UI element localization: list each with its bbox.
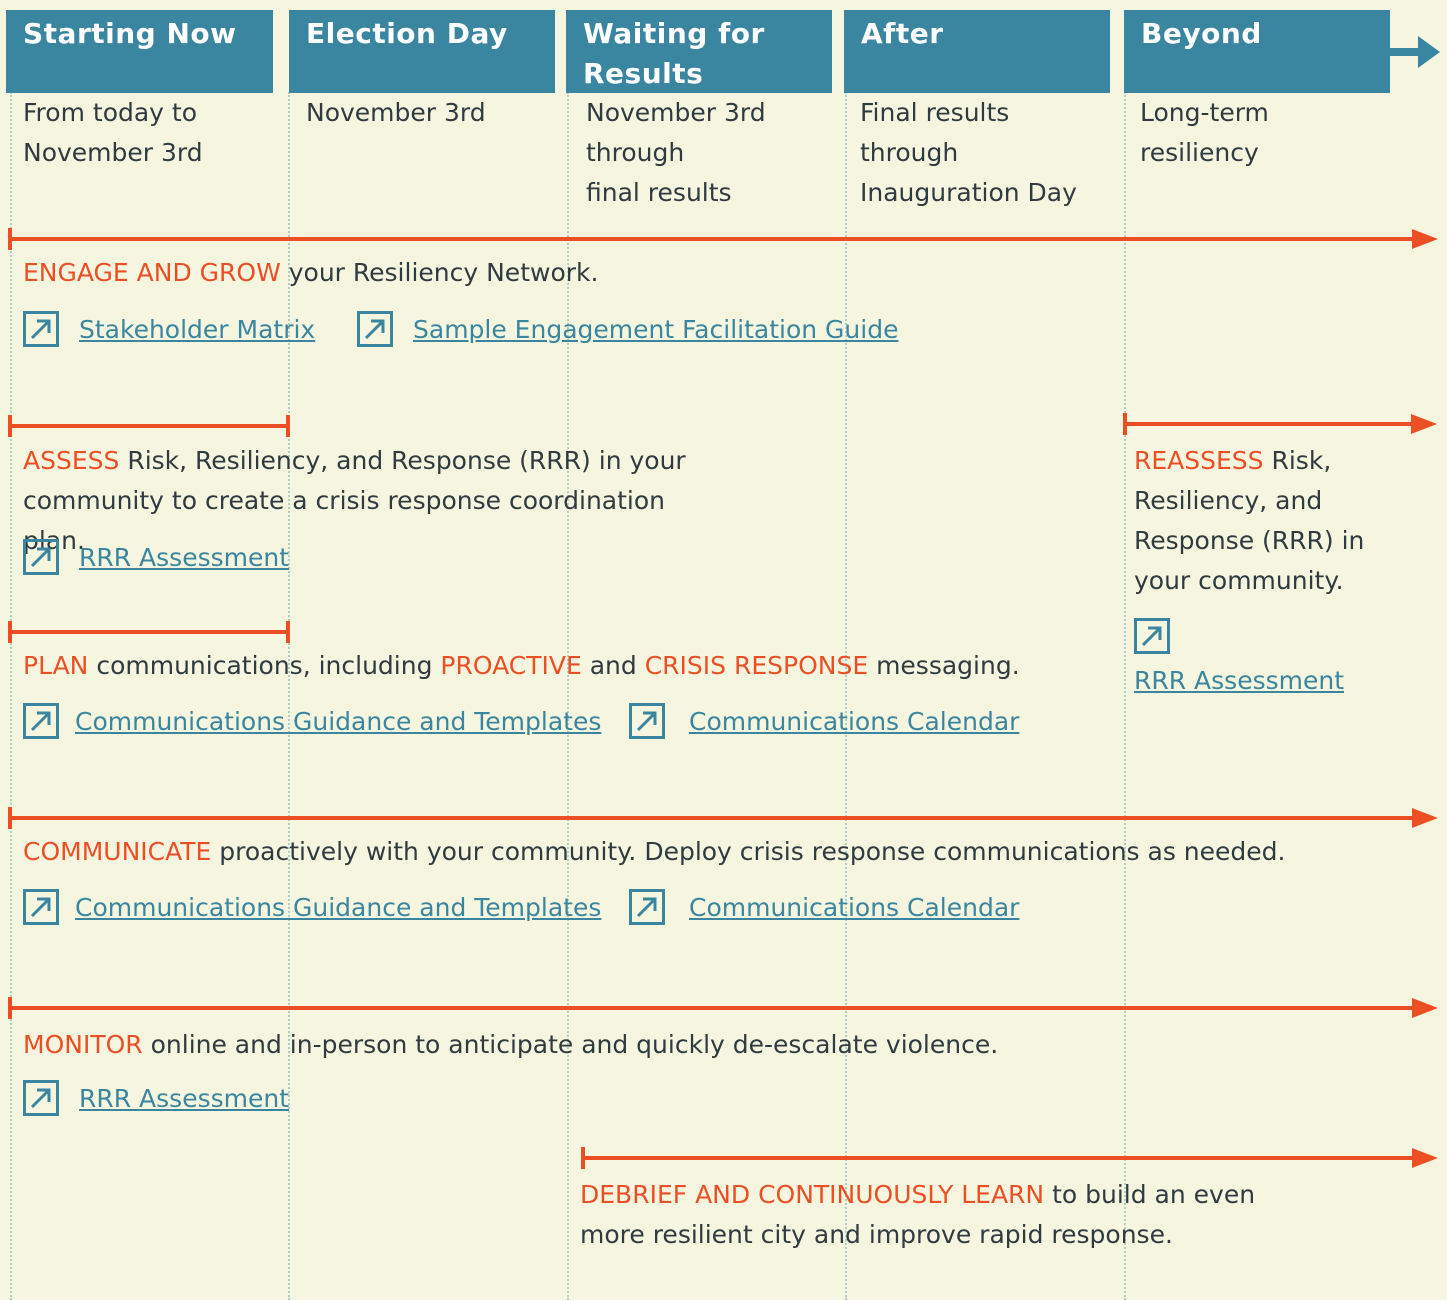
external-link-arrow-icon xyxy=(23,889,59,925)
link-label: Communications Guidance and Templates xyxy=(75,892,602,922)
phase-description: From today to November 3rd xyxy=(23,98,203,167)
plan-description xyxy=(23,646,1113,686)
link-label: RRR Assessment xyxy=(79,1083,290,1113)
phase-description: Long-term resiliency xyxy=(1140,98,1269,167)
monitor-text: online and in-person to anticipate and quickly de-escalate violence. xyxy=(142,1030,999,1059)
engage-keyword: ENGAGE AND GROW xyxy=(23,258,281,287)
link-label: Sample Engagement Facilitation Guide xyxy=(413,314,899,344)
column-guide xyxy=(10,92,12,1300)
external-link-arrow-icon xyxy=(357,311,393,347)
phase-title: After xyxy=(861,17,944,50)
phase-description: November 3rd xyxy=(306,98,486,127)
phase-description: November 3rd through final results xyxy=(586,98,766,207)
debrief-text: to build an even more resilient city and improve rapid response. xyxy=(580,1180,1256,1249)
proactive-keyword: PROACTIVE xyxy=(440,651,582,680)
column-guide xyxy=(1124,92,1126,1300)
sample-engagement-guide-link[interactable] xyxy=(357,311,898,347)
phase-title: Election Day xyxy=(306,17,508,50)
communications-guidance-link[interactable] xyxy=(23,889,601,925)
external-link-arrow-icon xyxy=(1134,618,1170,654)
timeline-bar-engage xyxy=(8,228,1440,250)
link-label: RRR Assessment xyxy=(1134,666,1345,695)
reassess-text: Risk, Resiliency, and Response (RRR) in your community. xyxy=(1134,446,1365,595)
timeline-bar-assess xyxy=(8,415,292,437)
reassess-keyword: REASSESS xyxy=(1134,446,1264,475)
rrr-assessment-link[interactable] xyxy=(23,1080,289,1116)
phase-header-election-day xyxy=(289,10,555,93)
crisis-response-keyword: CRISIS RESPONSE xyxy=(644,651,869,680)
communications-calendar-link[interactable] xyxy=(629,703,1019,739)
communicate-text: proactively with your community. Deploy crisis response communications as needed. xyxy=(211,837,1286,866)
communicate-keyword: COMMUNICATE xyxy=(23,837,212,866)
debrief-description xyxy=(580,1175,1280,1255)
link-label: RRR Assessment xyxy=(79,542,290,572)
link-label: Communications Calendar xyxy=(689,892,1020,922)
phase-title: Beyond xyxy=(1141,17,1262,50)
external-link-arrow-icon xyxy=(23,311,59,347)
monitor-keyword: MONITOR xyxy=(23,1030,143,1059)
timeline-bar-communicate xyxy=(8,807,1440,829)
plan-text: and xyxy=(581,651,645,680)
timeline-bar-reassess xyxy=(1123,413,1439,435)
phase-title: Starting Now xyxy=(23,17,237,50)
assess-text: Risk, Resiliency, and Response (RRR) in your community to create a crisis response coordination plan. xyxy=(23,446,686,555)
communications-calendar-link[interactable] xyxy=(629,889,1019,925)
timeline-bar-debrief xyxy=(581,1147,1440,1169)
reassess-rrr-assessment-link[interactable] xyxy=(1134,618,1344,695)
arrow-right-icon xyxy=(1390,36,1440,68)
communicate-description xyxy=(23,832,1323,872)
external-link-arrow-icon xyxy=(629,703,665,739)
link-label: Stakeholder Matrix xyxy=(79,314,316,344)
timeline-bar-plan xyxy=(8,621,292,643)
phase-header-starting-now xyxy=(6,10,273,93)
phase-title: Waiting for Results xyxy=(583,17,765,90)
phase-header-waiting-for-results xyxy=(566,10,832,93)
phase-description: Final results through Inauguration Day xyxy=(860,98,1077,207)
engage-text: your Resiliency Network. xyxy=(280,258,599,287)
link-label: Communications Guidance and Templates xyxy=(75,706,602,736)
external-link-arrow-icon xyxy=(629,889,665,925)
reassess-description xyxy=(1134,441,1394,601)
external-link-arrow-icon xyxy=(23,1080,59,1116)
communications-guidance-link[interactable] xyxy=(23,703,601,739)
link-label: Communications Calendar xyxy=(689,706,1020,736)
phase-header-beyond xyxy=(1124,10,1390,93)
debrief-keyword: DEBRIEF AND CONTINUOUSLY LEARN xyxy=(580,1180,1045,1209)
engage-description xyxy=(23,253,1123,293)
timeline-bar-monitor xyxy=(8,997,1440,1019)
plan-text: messaging. xyxy=(868,651,1020,680)
stakeholder-matrix-link[interactable] xyxy=(23,311,315,347)
external-link-arrow-icon xyxy=(23,539,59,575)
rrr-assessment-link[interactable] xyxy=(23,539,289,575)
phase-header-after xyxy=(844,10,1110,93)
plan-text: communications, including xyxy=(88,651,441,680)
monitor-description xyxy=(23,1025,1123,1065)
assess-keyword: ASSESS xyxy=(23,446,120,475)
external-link-arrow-icon xyxy=(23,703,59,739)
plan-keyword: PLAN xyxy=(23,651,89,680)
